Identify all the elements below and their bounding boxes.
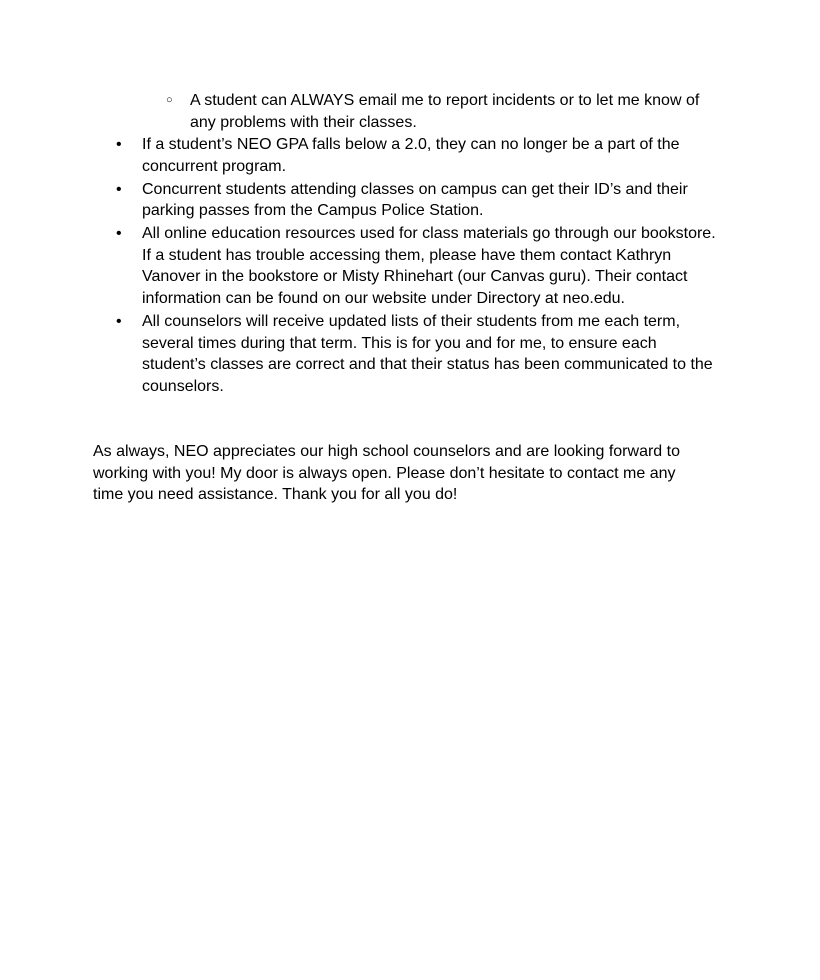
list-item — [116, 134, 736, 177]
closing-line: As always, NEO appreciates our high school counselors and are looking forward to — [93, 443, 680, 460]
list-item-line: Vanover in the bookstore or Misty Rhinehart (our Canvas guru). Their contact — [142, 268, 688, 286]
list-item-line: All online education resources used for class materials go through our bookstore. — [142, 225, 716, 242]
list-item-line: Concurrent students attending classes on campus can get their ID’s and their — [142, 180, 688, 198]
list-item — [116, 223, 736, 310]
sub-bullet-icon: ○ — [166, 94, 173, 106]
list-item — [116, 311, 736, 398]
closing-line: working with you! My door is always open. Please don’t hesitate to contact me any — [93, 464, 676, 482]
bullet-icon: • — [116, 136, 122, 153]
bullet-list — [116, 134, 736, 399]
bullet-icon: • — [116, 312, 122, 330]
sub-item-line: A student can ALWAYS email me to report incidents or to let me know of — [190, 92, 700, 109]
list-item-line: information can be found on our website under Directory at neo.edu. — [142, 290, 625, 308]
bullet-icon: • — [116, 225, 122, 242]
list-item — [116, 179, 736, 222]
list-item-line: parking passes from the Campus Police Station. — [142, 202, 484, 220]
sub-list-item — [190, 90, 730, 133]
list-item-line: several times during that term. This is for you and for me, to ensure each — [142, 334, 657, 352]
list-item-line: If a student has trouble accessing them, please have them contact Kathryn — [142, 246, 672, 264]
closing-line: time you need assistance. Thank you for all you do! — [93, 486, 458, 504]
list-item-line: If a student’s NEO GPA falls below a 2.0, they can no longer be a part of the — [142, 136, 680, 153]
sub-item-line: any problems with their classes. — [190, 113, 417, 131]
closing-paragraph — [93, 441, 723, 506]
bullet-icon: • — [116, 180, 122, 198]
list-item-line: All counselors will receive updated lists of their students from me each term, — [142, 312, 681, 330]
list-item-line: counselors. — [142, 378, 224, 396]
list-item-line: student’s classes are correct and that their status has been communicated to the — [142, 356, 713, 374]
list-item-line: concurrent program. — [142, 157, 287, 175]
